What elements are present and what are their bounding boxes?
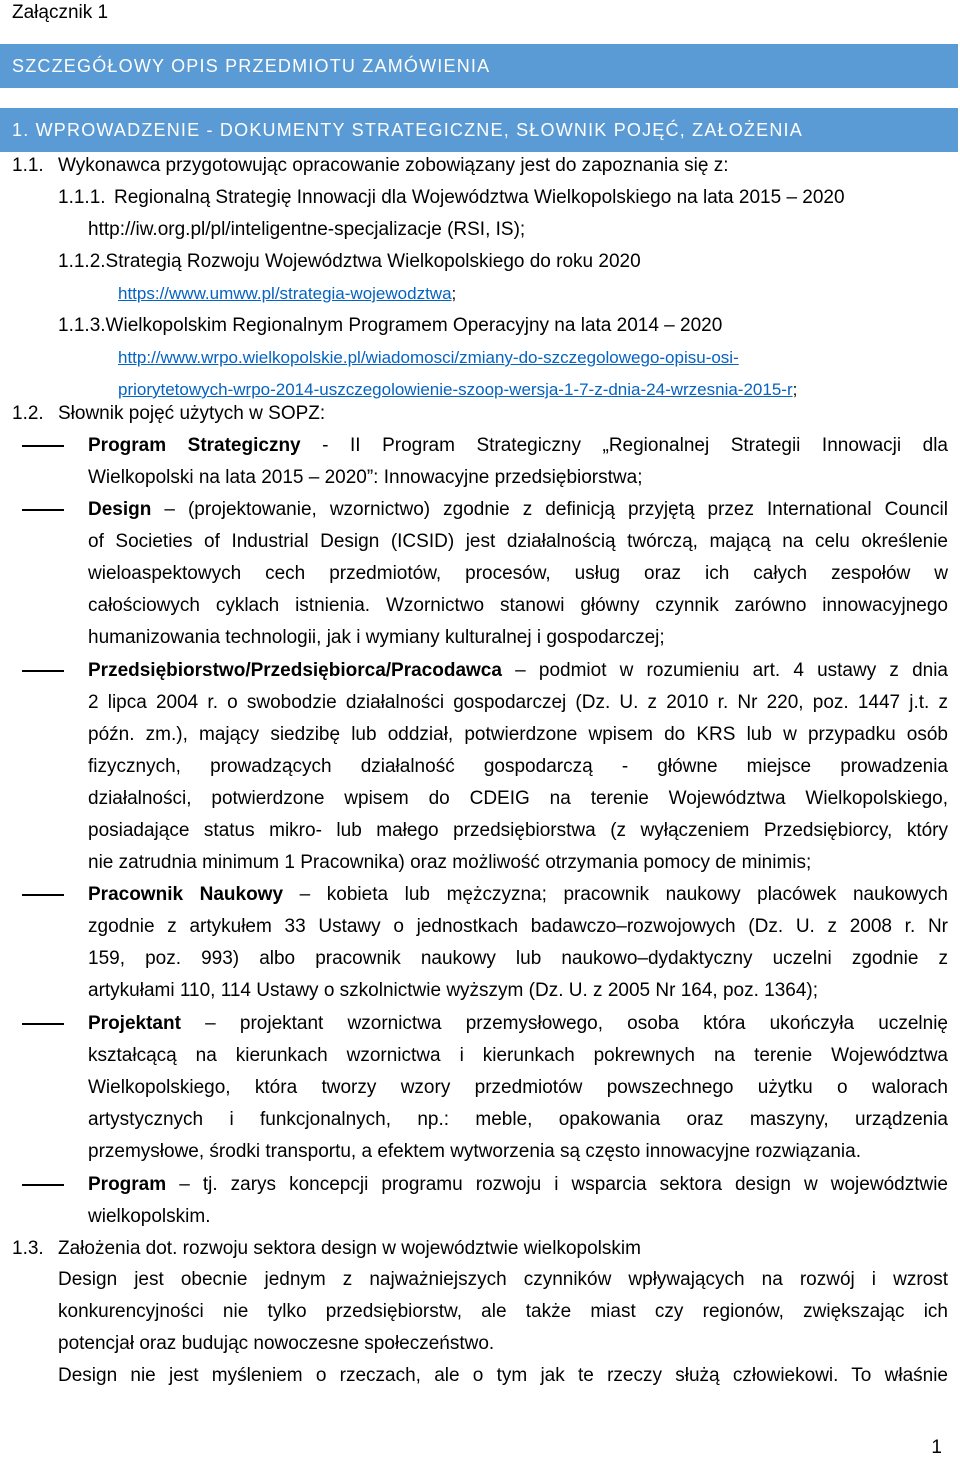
- glossary-design-line-3: wieloaspektowych cech przedmiotów, procesów, usług oraz ich całych zespołów w: [88, 563, 948, 584]
- glossary-definition: - II Program Strategiczny „Regionalnej Strategii Innowacji dla: [300, 435, 948, 456]
- glossary-term: Design: [88, 499, 152, 520]
- glossary-design-line-2: of Societies of Industrial Design (ICSID) jest działalnością twórczą, mającą na celu określenie: [88, 531, 948, 552]
- glossary-przedsiebiorstwo-line-6: posiadające status mikro- lub małego przedsiębiorstwa (z wyłączeniem Przedsiębiorcy, który: [88, 820, 948, 841]
- glossary-projektant-line-4: artystycznych i funkcjonalnych, np.: meble, opakowania oraz maszyny, urządzenia: [88, 1109, 948, 1130]
- section-1-heading-bar: 1. WPROWADZENIE - DOKUMENTY STRATEGICZNE, SŁOWNIK POJĘĆ, ZAŁOŻENIA: [0, 108, 958, 152]
- bullet-dash: [22, 670, 64, 672]
- section-1-3-paragraph-line-3: potencjał oraz budując nowoczesne społeczeństwo.: [58, 1333, 495, 1354]
- section-1-3-paragraph-line-2: konkurencyjności nie tylko przedsiębiorstw, ale także miast czy regionów, zwiększając ich: [58, 1301, 948, 1322]
- glossary-przedsiebiorstwo-line-5: działalności, potwierdzone wpisem do CDEIG na terenie Województwa Wielkopolskiego,: [88, 788, 948, 809]
- bullet-dash: [22, 509, 64, 511]
- item-number: 1.1.2.: [58, 251, 106, 272]
- item-1-2: [12, 398, 325, 430]
- glossary-design-line-1: [88, 494, 948, 526]
- glossary-pracownik-naukowy-line-2: zgodnie z artykułem 33 Ustawy o jednostkach badawczo–rozwojowych (Dz. U. z 2008 r. Nr: [88, 916, 948, 937]
- item-number: 1.2.: [12, 403, 44, 424]
- wrpo-link-part-1[interactable]: http://www.wrpo.wielkopolskie.pl/wiadomosci/zmiany-do-szczegolowego-opisu-osi-: [118, 348, 739, 367]
- item-1-1-1: [58, 182, 845, 214]
- item-1-1-3-link-line-1: [118, 342, 739, 374]
- glossary-przedsiebiorstwo-line-2: 2 lipca 2004 r. o swobodzie działalności gospodarczej (Dz. U. z 2010 r. Nr 220, poz. 1447 j.t. z: [88, 692, 948, 713]
- glossary-przedsiebiorstwo-line-1: [88, 655, 948, 687]
- item-1-1-3: [58, 310, 722, 342]
- glossary-przedsiebiorstwo-line-7: nie zatrudnia minimum 1 Pracownika) oraz możliwość otrzymania pomocy de minimis;: [88, 852, 812, 873]
- wrpo-link-part-2[interactable]: priorytetowych-wrpo-2014-uszczegolowienie-szoop-wersja-1-7-z-dnia-24-wrzesnia-2015-r: [118, 380, 793, 399]
- item-1-3: [12, 1233, 641, 1265]
- glossary-design-line-4: całościowych cyklach istnienia. Wzornictwo stanowi główny czynnik zarówno innowacyjnego: [88, 595, 948, 616]
- glossary-term: Program: [88, 1174, 167, 1195]
- annex-label: Załącznik 1: [12, 2, 109, 23]
- page-number: 1: [931, 1437, 942, 1458]
- glossary-przedsiebiorstwo-line-3: późn. zm.), mający siedzibę lub oddział, potwierdzone wpisem do KRS lub w przypadku osób: [88, 724, 948, 745]
- glossary-term: Pracownik Naukowy: [88, 884, 284, 905]
- item-1-1: [12, 150, 728, 182]
- item-1-1-2-link-line: [118, 278, 456, 310]
- punctuation: ;: [792, 380, 798, 399]
- section-1-3-paragraph-line-1: Design jest obecnie jednym z najważniejszych czynników wpływających na rozwój i wzrost: [58, 1269, 948, 1290]
- bullet-dash: [22, 1023, 64, 1025]
- bullet-dash: [22, 894, 64, 896]
- glossary-program-strategiczny-line-1: [88, 430, 948, 462]
- bullet-dash: [22, 1184, 64, 1186]
- glossary-projektant-line-1: [88, 1008, 948, 1040]
- item-text: Wielkopolskim Regionalnym Programem Operacyjny na lata 2014 – 2020: [105, 315, 723, 336]
- item-number: 1.1.: [12, 155, 44, 176]
- item-text: Założenia dot. rozwoju sektora design w województwie wielkopolskim: [58, 1238, 641, 1259]
- item-1-1-2: [58, 246, 641, 278]
- item-text: Wykonawca przygotowując opracowanie zobowiązany jest do zapoznania się z:: [58, 155, 729, 176]
- glossary-definition: – tj. zarys koncepcji programu rozwoju i wsparcia sektora design w województwie: [166, 1174, 948, 1195]
- glossary-design-line-5: humanizowania technologii, jak i wymiany kulturalnej i gospodarczej;: [88, 627, 665, 648]
- glossary-definition: – (projektowanie, wzornictwo) zgodnie z definicją przyjętą przez International Council: [151, 499, 948, 520]
- item-1-1-1-continuation: http://iw.org.pl/pl/inteligentne-specjalizacje (RSI, IS);: [88, 219, 526, 240]
- glossary-pracownik-naukowy-line-4: artykułami 110, 114 Ustawy o szkolnictwie wyższym (Dz. U. z 2005 Nr 164, poz. 1364);: [88, 980, 819, 1001]
- bullet-dash: [22, 445, 64, 447]
- glossary-projektant-line-3: Wielkopolskiego, która tworzy wzory przedmiotów powszechnego użytku o walorach: [88, 1077, 948, 1098]
- item-number: 1.3.: [12, 1238, 44, 1259]
- glossary-definition: – podmiot w rozumieniu art. 4 ustawy z dnia: [501, 660, 948, 681]
- punctuation: ;: [451, 284, 457, 303]
- item-number: 1.1.1.: [58, 187, 106, 208]
- glossary-definition: – kobieta lub mężczyzna; pracownik naukowy placówek naukowych: [283, 884, 948, 905]
- glossary-term: Program Strategiczny: [88, 435, 301, 456]
- glossary-definition: – projektant wzornictwa przemysłowego, osoba która ukończyła uczelnię: [180, 1013, 948, 1034]
- glossary-przedsiebiorstwo-line-4: fizycznych, prowadzących działalność gospodarczą - główne miejsce prowadzenia: [88, 756, 948, 777]
- item-number: 1.1.3.: [58, 315, 106, 336]
- item-text: Słownik pojęć użytych w SOPZ:: [58, 403, 326, 424]
- glossary-program-strategiczny-line-2: Wielkopolski na lata 2015 – 2020”: Innowacyjne przedsiębiorstwa;: [88, 467, 643, 488]
- glossary-program-line-2: wielkopolskim.: [88, 1206, 211, 1227]
- glossary-term: Przedsiębiorstwo/Przedsiębiorca/Pracodawca: [88, 660, 502, 681]
- item-text: Regionalną Strategię Innowacji dla Województwa Wielkopolskiego na lata 2015 – 2020: [114, 187, 845, 208]
- glossary-projektant-line-5: przemysłowe, środki transportu, a efektem wytworzenia są często innowacyjne rozwiązania.: [88, 1141, 861, 1162]
- glossary-program-line-1: [88, 1169, 948, 1201]
- glossary-projektant-line-2: kształcącą na kierunkach wzornictwa i kierunkach pokrewnych na terenie Województwa: [88, 1045, 948, 1066]
- document-title-bar: SZCZEGÓŁOWY OPIS PRZEDMIOTU ZAMÓWIENIA: [0, 44, 958, 88]
- glossary-term: Projektant: [88, 1013, 181, 1034]
- glossary-pracownik-naukowy-line-3: 159, poz. 993) albo pracownik naukowy lub naukowo–dydaktyczny uczelni zgodnie z: [88, 948, 948, 969]
- glossary-pracownik-naukowy-line-1: [88, 879, 948, 911]
- item-text: Strategią Rozwoju Województwa Wielkopolskiego do roku 2020: [105, 251, 641, 272]
- section-1-3-paragraph-line-4: Design nie jest myśleniem o rzeczach, ale o tym jak te rzeczy służą człowiekowi. To właśnie: [58, 1365, 948, 1386]
- strategy-link[interactable]: https://www.umww.pl/strategia-wojewodztwa: [118, 284, 452, 303]
